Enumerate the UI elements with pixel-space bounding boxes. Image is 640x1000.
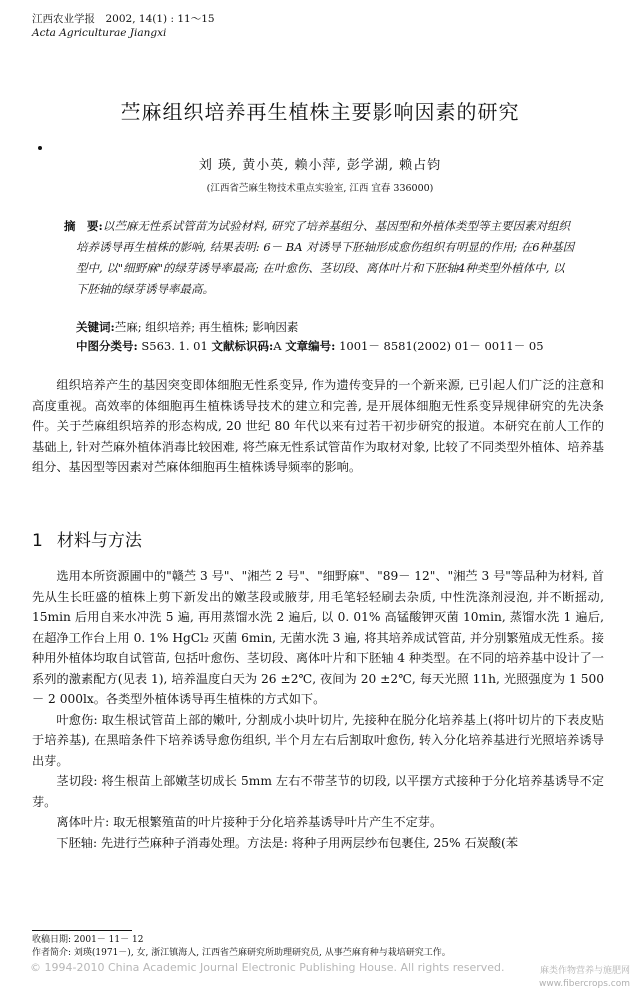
author-bio: 作者简介: 刘瑛(1971－), 女, 浙江镇海人, 江西省苎麻研究所助理研究员, 从事苎麻育种与栽培研究工作。 bbox=[32, 948, 451, 958]
methods-paragraph: 选用本所资源圃中的"赣苎 3 号"、"湘苎 2 号"、"细野麻"、"89－ 12"、"湘苎 3 号"等品种为材料, 首先从生长旺盛的植株上剪下新发出的嫩茎段或腋芽, 用毛笔轻轻刷去杂质, 中性洗涤剂浸泡, 并不断摇动, 15min 后用自来水冲洗 5 遍, 再用蒸馏水洗 2 遍后, 以 0. 01% 高锰酸钾灭菌 10min, 蒸馏水洗 1 遍后, 在超净工作台上用 0. 1% HgCl₂ 灭菌 6min, 无菌水洗 3 遍, 将其培养成试管苗, 并分别繁殖成无性系。接种用外植体均取自试管苗, 包括叶愈伤、茎切段、离体叶片和下胚轴 4 种类型。在不同的培养基中设计了一系列的激素配方(见表 1), 培养温度白天为 26 ±2℃, 夜间为 20 ±2℃, 每天光照 11h, 光照强度为 1 500－ 2 000lx。各类型外植体诱导再生植株的方式如下。 bbox=[32, 569, 604, 706]
author-list: 刘 瑛, 黄小英, 赖小萍, 彭学湖, 赖占钧 bbox=[198, 158, 442, 173]
footnote-rule bbox=[32, 930, 132, 931]
doc-code-value: A bbox=[273, 339, 282, 353]
keywords-text: 苎麻; 组织培养; 再生植株; 影响因素 bbox=[114, 320, 299, 334]
methods-paragraph: 茎切段: 将生根苗上部嫩茎切成长 5mm 左右不带茎节的切段, 以平摆方式接种于分化培养基诱导不定芽。 bbox=[32, 774, 604, 809]
class-label: 中图分类号: bbox=[76, 339, 138, 353]
intro-paragraph: 组织培养产生的基因突变即体细胞无性系变异, 作为遗传变异的一个新来源, 已引起人们广泛的注意和高度重视。高效率的体细胞再生植株诱导技术的建立和完善, 是开展体细胞无性系变异规律研究的先决条件。关于苎麻组织培养的形态构成, 20 世纪 80 年代以来有过若干初步研究的报道。本研究在前人工作的基础上, 针对苎麻外植体消毒比较困难, 将苎麻无性系试管苗作为取材对象, 比较了不同类型外植体、培养基组分、基因型等因素对苎麻体细胞再生植株诱导频率的影响。 bbox=[32, 378, 604, 474]
watermark bbox=[539, 965, 630, 991]
keywords-label: 关键词: bbox=[76, 320, 115, 334]
section-title: 材料与方法 bbox=[56, 531, 142, 551]
bullet-mark bbox=[38, 146, 42, 150]
section-heading bbox=[32, 526, 142, 551]
class-value: S563. 1. 01 bbox=[141, 339, 208, 353]
abstract bbox=[64, 216, 576, 300]
methods-paragraph: 叶愈伤: 取生根试管苗上部的嫩叶, 分割成小块叶切片, 先接种在脱分化培养基上(将叶切片的下表皮贴于培养基), 在黑暗条件下培养诱导愈伤组织, 半个月左右后割取叶愈伤, 转入分化培养基进行光照培养诱导出芽。 bbox=[32, 712, 604, 768]
received-date: 收稿日期: 2001－ 11－ 12 bbox=[32, 935, 144, 945]
journal-header bbox=[32, 12, 215, 40]
keywords bbox=[76, 318, 576, 336]
affiliation: (江西省苎麻生物技术重点实验室, 江西 宜春 336000) bbox=[206, 183, 434, 194]
article-number-label: 文章编号: bbox=[285, 339, 336, 353]
methods-paragraph: 下胚轴: 先进行苎麻种子消毒处理。方法是: 将种子用两层纱布包裹住, 25% 石炭酸(苯 bbox=[56, 835, 519, 850]
methods-paragraph: 离体叶片: 取无根繁殖苗的叶片接种于分化培养基诱导叶片产生不定芽。 bbox=[56, 815, 443, 829]
intro-section bbox=[32, 375, 604, 478]
journal-citation: 江西农业学报 2002, 14(1) : 11～15 bbox=[32, 13, 215, 25]
footnote bbox=[32, 934, 612, 960]
watermark-url: www.fibercrops.com bbox=[539, 979, 630, 989]
section-number: 1 bbox=[32, 531, 43, 551]
abstract-text: 以苎麻无性系试管苗为试验材料, 研究了培养基组分、基因型和外植体类型等主要因素对组织培养诱导再生植株的影响, 结果表明: 6－ BA 对诱导下胚轴形成愈伤组织有明显的作用; 在6种基因型中, 以"细野麻"的绿芽诱导率最高; 在叶愈伤、茎切段、离体叶片和下胚轴4种类型外植体中, 以下胚轴的绿芽诱导率最高。 bbox=[76, 219, 575, 296]
classification-line bbox=[76, 337, 596, 355]
journal-name-en: Acta Agriculturae Jiangxi bbox=[32, 27, 167, 39]
paper-title: 苎麻组织培养再生植株主要影响因素的研究 bbox=[120, 100, 520, 124]
methods-section bbox=[32, 566, 604, 853]
doc-code-label: 文献标识码: bbox=[211, 339, 274, 353]
watermark-site-name: 麻类作物营养与施肥网 bbox=[539, 966, 630, 976]
copyright-notice: © 1994-2010 China Academic Journal Electronic Publishing House. All rights reserved. bbox=[30, 961, 505, 974]
abstract-label: 摘 要: bbox=[64, 219, 103, 233]
article-number-value: 1001－ 8581(2002) 01－ 0011－ 05 bbox=[339, 339, 544, 353]
